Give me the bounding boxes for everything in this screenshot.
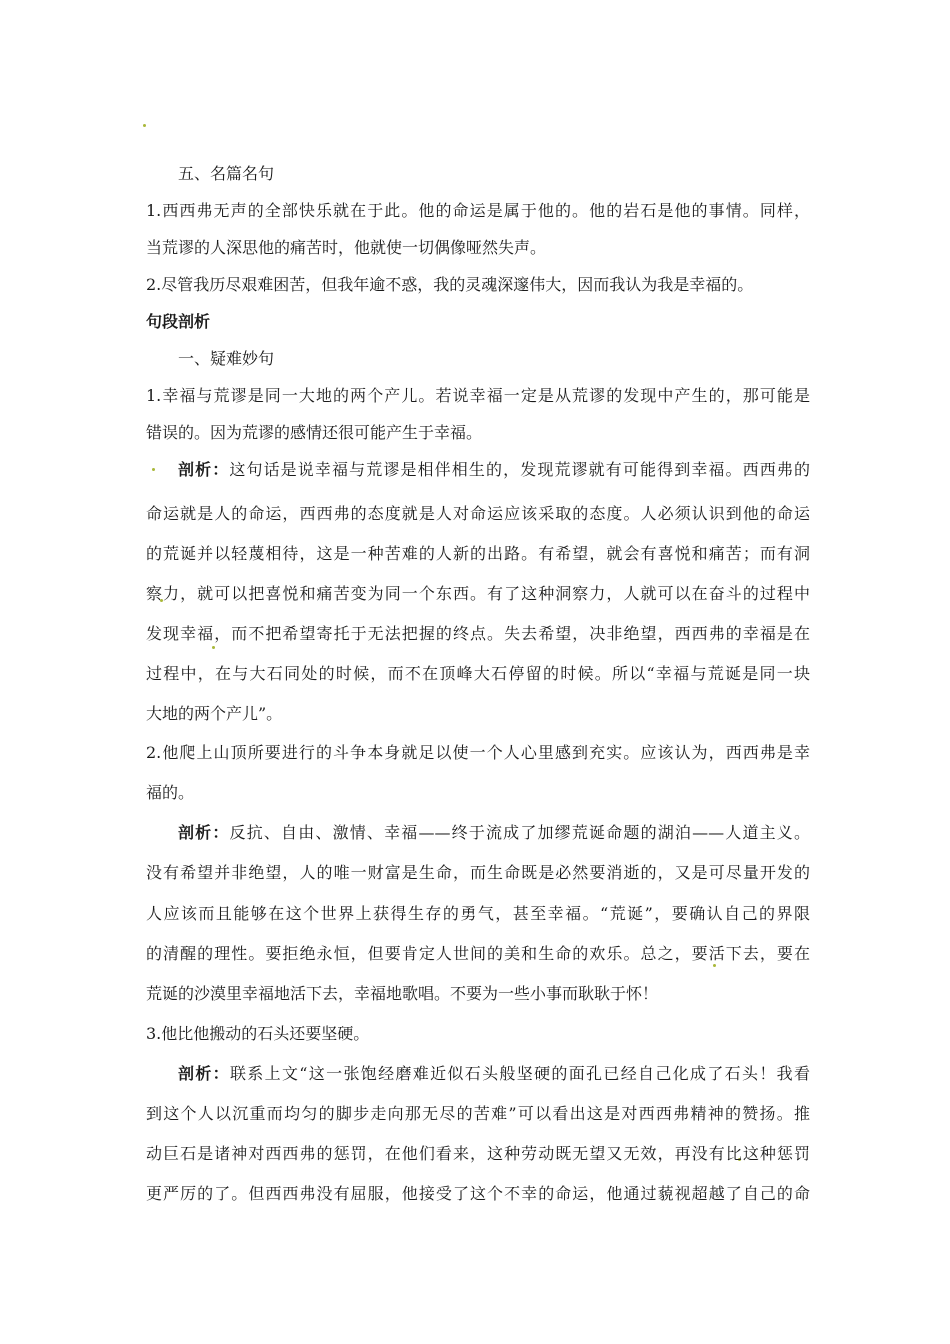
analysis-1-line: 过程中，在与大石同处的时候，而不在顶峰大石停留的时候。所以“幸福与荒诞是同一块	[146, 664, 810, 683]
quote-2-line: 2.尽管我历尽艰难困苦，但我年逾不惑，我的灵魂深邃伟大，因而我认为我是幸福的。	[146, 275, 754, 294]
analysis-3-line: 动巨石是诸神对西西弗的惩罚，在他们看来，这种劳动既无望又无效，再没有比这种惩罚	[146, 1144, 810, 1163]
analysis-1-line: 察力，就可以把喜悦和痛苦变为同一个东西。有了这种洞察力，人就可以在奋斗的过程中	[146, 584, 810, 603]
sentence-2-line: 福的。	[146, 783, 195, 802]
analysis-2-first-line: 剖析：反抗、自由、激情、幸福——终于流成了加缪荒诞命题的湖泊——人道主义。	[178, 823, 810, 842]
sentence-1-line: 1.幸福与荒谬是同一大地的两个产儿。若说幸福一定是从荒谬的发现中产生的，那可能是	[146, 386, 810, 405]
sentence-3-line: 3.他比他搬动的石头还要坚硬。	[146, 1024, 370, 1043]
analysis-1-first-line: 剖析：这句话是说幸福与荒谬是相伴相生的，发现荒谬就有可能得到幸福。西西弗的	[178, 460, 810, 479]
analysis-title: 句段剖析	[146, 312, 211, 331]
analysis-label: 剖析：	[178, 1064, 230, 1083]
quote-1-line: 当荒谬的人深思他的痛苦时，他就使一切偶像哑然失声。	[146, 238, 547, 257]
analysis-1-line: 大地的两个产儿”。	[146, 704, 283, 723]
subsection-heading-difficult-sentences: 一、疑难妙句	[178, 349, 275, 368]
analysis-1-line: 命运就是人的命运，西西弗的态度就是人对命运应该采取的态度。人必须认识到他的命运	[146, 504, 810, 523]
analysis-2-line: 没有希望并非绝望，人的唯一财富是生命，而生命既是必然要消逝的，又是可尽量开发的	[146, 863, 810, 882]
analysis-label: 剖析：	[178, 460, 230, 479]
analysis-2-line: 人应该而且能够在这个世界上获得生存的勇气，甚至幸福。“荒诞”，要确认自己的界限	[146, 904, 810, 923]
analysis-1-line: 发现幸福，而不把希望寄托于无法把握的终点。失去希望，决非绝望，西西弗的幸福是在	[146, 624, 810, 643]
sentence-2-line: 2.他爬上山顶所要进行的斗争本身就足以使一个人心里感到充实。应该认为，西西弗是幸	[146, 743, 810, 762]
decorative-dot	[212, 646, 215, 649]
analysis-3-line: 到这个人以沉重而均匀的脚步走向那无尽的苦难”可以看出这是对西西弗精神的赞扬。推	[146, 1104, 810, 1123]
analysis-2-line: 荒诞的沙漠里幸福地活下去，幸福地歌唱。不要为一些小事而耿耿于怀！	[146, 984, 659, 1003]
analysis-3-first-line: 剖析：联系上文“这一张饱经磨难近似石头般坚硬的面孔已经自己化成了石头！我看	[178, 1064, 810, 1083]
quote-1-line: 1.西西弗无声的全部快乐就在于此。他的命运是属于他的。他的岩石是他的事情。同样，	[146, 201, 810, 220]
analysis-2-line: 的清醒的理性。要拒绝永恒，但要肯定人世间的美和生命的欢乐。总之，要活下去，要在	[146, 944, 810, 963]
analysis-3-line: 更严厉的了。但西西弗没有屈服，他接受了这个不幸的命运，他通过藐视超越了自己的命	[146, 1184, 810, 1203]
analysis-1-line: 的荒诞并以轻蔑相待，这是一种苦难的人新的出路。有希望，就会有喜悦和痛苦；而有洞	[146, 544, 810, 563]
analysis-label: 剖析：	[178, 823, 230, 842]
section-heading-famous-quotes: 五、名篇名句	[178, 164, 275, 183]
decorative-dot	[143, 124, 146, 127]
sentence-1-line: 错误的。因为荒谬的感情还很可能产生于幸福。	[146, 423, 483, 442]
decorative-dot	[152, 468, 155, 471]
